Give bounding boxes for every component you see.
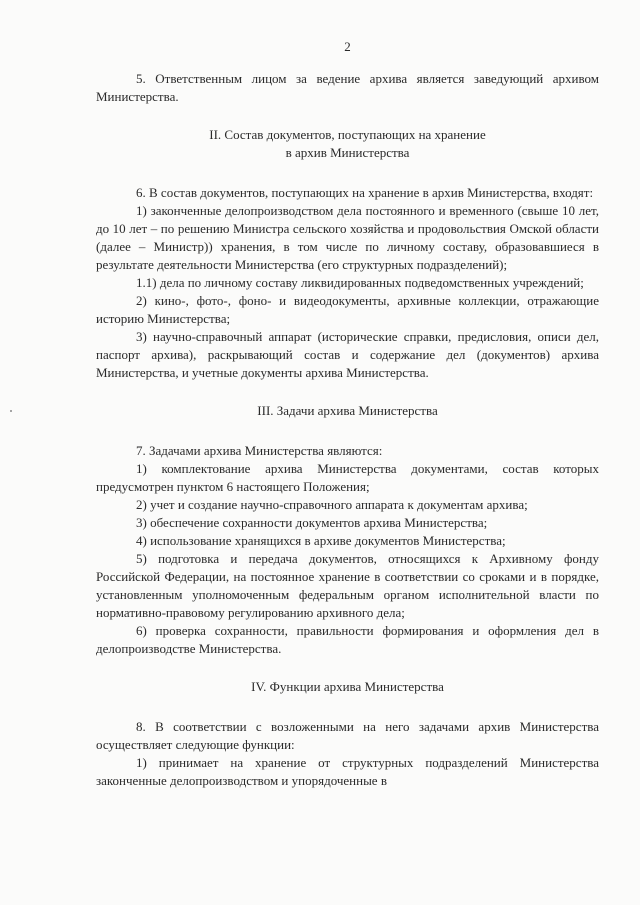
paragraph-5: 5. Ответственным лицом за ведение архива является заведующий архивом Министерства. — [96, 71, 599, 104]
paragraph-8-1: 1) принимает на хранение от структурных подразделений Министерства законченные делопроизводством и упорядоченные в — [96, 755, 599, 788]
page-number: 2 — [344, 39, 351, 54]
paragraph-7-3: 3) обеспечение сохранности документов архива Министерства; — [136, 515, 488, 530]
paragraph-7-6: 6) проверка сохранности, правильности формирования и оформления дел в делопроизводстве Министерства. — [96, 623, 599, 656]
section-2-title-line-1: II. Состав документов, поступающих на хранение — [209, 127, 486, 142]
section-3-title: III. Задачи архива Министерства — [257, 403, 438, 418]
section-2-title — [96, 126, 599, 162]
paragraph-7-1: 1) комплектование архива Министерства документами, состав которых предусмотрен пунктом 6 настоящего Положения; — [96, 461, 599, 494]
paragraph-8: 8. В соответствии с возложенными на него задачами архив Министерства осуществляет следующие функции: — [96, 719, 599, 752]
section-4-title: IV. Функции архива Министерства — [251, 679, 444, 694]
document-page — [96, 38, 599, 790]
paragraph-7: 7. Задачами архива Министерства являются: — [136, 443, 383, 458]
paragraph-6-2: 2) кино-, фото-, фоно- и видеодокументы, архивные коллекции, отражающие историю Министерства; — [96, 293, 599, 326]
paragraph-7-5: 5) подготовка и передача документов, относящихся к Архивному фонду Российской Федерации, на постоянное хранение в соответствии со сроками и в порядке, установленным уполномоченным федеральным органом исполнительной власти по нормативно-правовому регулированию архивного дела; — [96, 551, 599, 620]
section-2-title-line-2: в архив Министерства — [285, 145, 410, 160]
paragraph-6-1: 1) законченные делопроизводством дела постоянного и временного (свыше 10 лет, до 10 лет – по решению Министра сельского хозяйства и продовольствия Омской области (далее – Министр)) хранения, в том числе по личному составу, образовавшиеся в результате деятельности Министерства (его структурных подразделений); — [96, 203, 599, 272]
paragraph-6: 6. В состав документов, поступающих на хранение в архив Министерства, входят: — [136, 185, 594, 200]
paragraph-7-2: 2) учет и создание научно-справочного аппарата к документам архива; — [136, 497, 528, 512]
paragraph-6-1-1: 1.1) дела по личному составу ликвидированных подведомственных учреждений; — [136, 275, 584, 290]
paragraph-6-3: 3) научно-справочный аппарат (исторические справки, предисловия, описи дел, паспорт архива), раскрывающий состав и содержание дел (документов) архива Министерства, и учетные документы архива Министерства. — [96, 329, 599, 380]
paragraph-7-4: 4) использование хранящихся в архиве документов Министерства; — [136, 533, 506, 548]
scan-speck — [10, 410, 12, 412]
